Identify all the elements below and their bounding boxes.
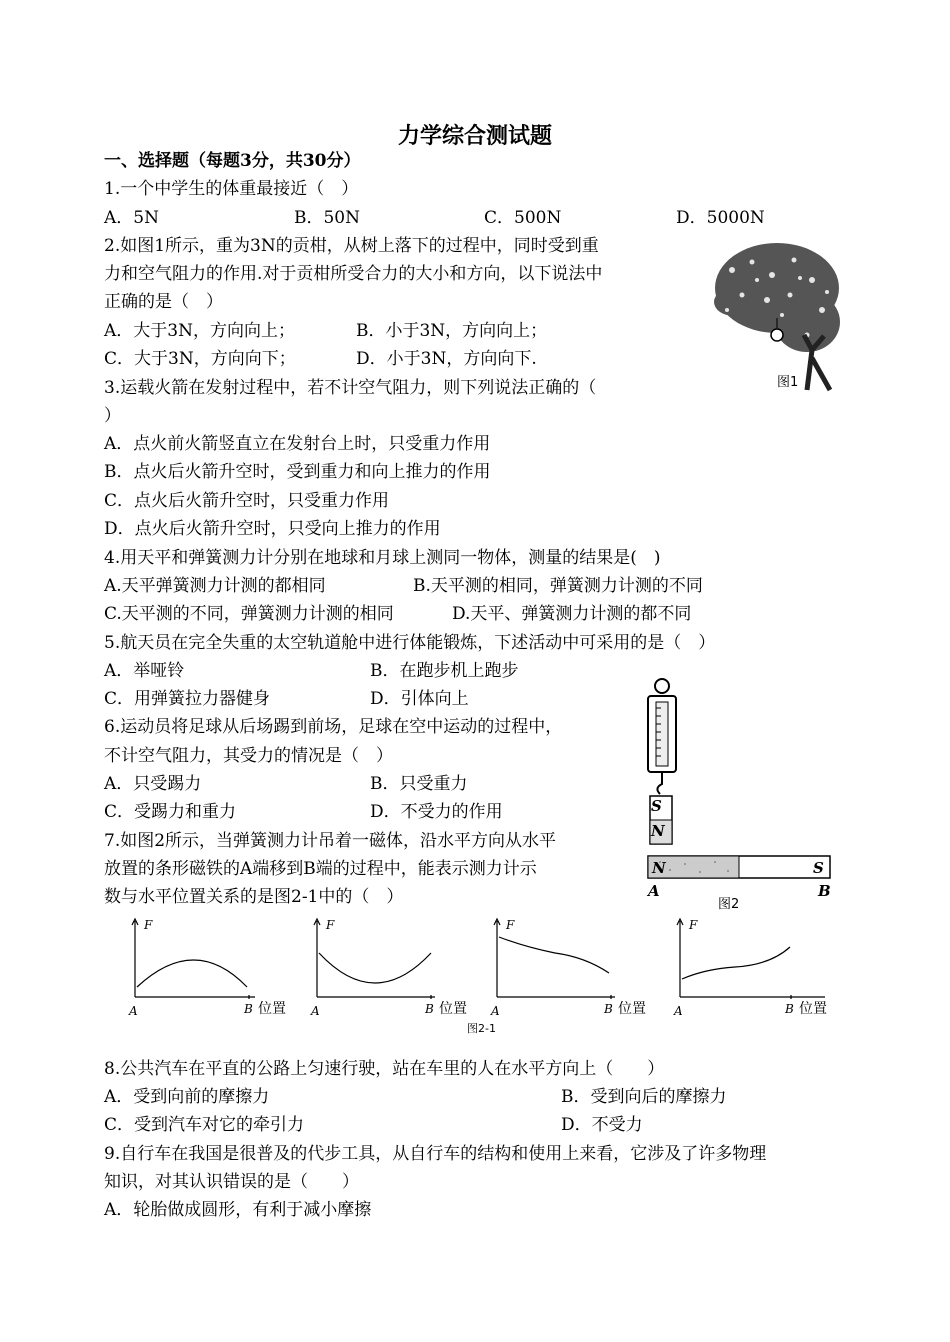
- graph-3-x-label: 位置: [618, 1001, 646, 1017]
- question-7-line-2: 放置的条形磁铁的A端移到B端的过程中，能表示测力计示: [104, 859, 537, 879]
- bar-magnet-end-b: B: [818, 882, 831, 900]
- bar-magnet-n-label: N: [652, 859, 666, 877]
- q3-option-b: B．点火后火箭升空时，受到重力和向上推力的作用: [104, 462, 491, 482]
- question-2-line-1: 2.如图1所示，重为3N的贡柑，从树上落下的过程中，同时受到重: [104, 236, 599, 256]
- q6-option-b: B．只受重力: [370, 774, 468, 794]
- q8-option-c: C．受到汽车对它的牵引力: [104, 1115, 305, 1135]
- hanging-magnet-n-label: N: [651, 822, 665, 840]
- q6-option-a: A．只受踢力: [104, 774, 202, 794]
- q4-option-b: B.天平测的相同，弹簧测力计测的不同: [413, 576, 703, 596]
- figure-2-spring-scale: [640, 676, 840, 902]
- q4-option-c: C.天平测的不同，弹簧测力计测的相同: [104, 604, 394, 624]
- graph-2-a-label: A: [311, 1004, 320, 1018]
- q6-option-d: D．不受力的作用: [370, 802, 503, 822]
- q4-option-d: D.天平、弹簧测力计测的都不同: [452, 604, 692, 624]
- question-1-stem: 1.一个中学生的体重最接近（ ）: [104, 179, 359, 199]
- q3-option-c: C．点火后火箭升空时，只受重力作用: [104, 491, 390, 511]
- question-4-stem: 4.用天平和弹簧测力计分别在地球和月球上测同一物体，测量的结果是( ): [104, 548, 661, 568]
- graph-4-b-label: B: [785, 1002, 794, 1016]
- question-5-stem: 5.航天员在完全失重的太空轨道舱中进行体能锻炼，下述活动中可采用的是（ ）: [104, 633, 716, 653]
- graph-3-a-label: A: [491, 1004, 500, 1018]
- graph-4-y-label: F: [689, 918, 698, 932]
- figure-2-caption: 图2: [718, 897, 740, 912]
- q8-option-a: A．受到向前的摩擦力: [104, 1087, 270, 1107]
- question-9-line-2: 知识，对其认识错误的是（ ）: [104, 1172, 359, 1192]
- q5-option-b: B．在跑步机上跑步: [370, 661, 519, 681]
- q5-option-a: A．举哑铃: [104, 661, 185, 681]
- graph-4-x-label: 位置: [799, 1001, 827, 1017]
- question-7-line-3: 数与水平位置关系的是图2-1中的（ ）: [104, 887, 404, 907]
- q1-option-a: A．5N: [104, 208, 159, 228]
- q5-option-d: D．引体向上: [370, 689, 469, 709]
- figure-2-1-caption: 图2-1: [467, 1022, 496, 1035]
- question-6-line-2: 不计空气阻力，其受力的情况是（ ）: [104, 746, 393, 766]
- fruit-icon: [771, 329, 783, 341]
- graph-4-a-label: A: [674, 1004, 683, 1018]
- hanging-magnet-s-label: S: [651, 797, 662, 815]
- section-heading: 一、选择题（每题3分，共30分）: [104, 151, 361, 171]
- figure-2-1-graphs: [125, 915, 845, 1015]
- question-3-line-1: 3.运载火箭在发射过程中，若不计空气阻力，则下列说法正确的（: [104, 378, 597, 398]
- graph-2-x-label: 位置: [439, 1001, 467, 1017]
- q3-option-d: D．点火后火箭升空时，只受向上推力的作用: [104, 519, 441, 539]
- q2-option-a: A．大于3N，方向向上；: [104, 321, 295, 341]
- q6-option-c: C．受踢力和重力: [104, 802, 237, 822]
- graph-2-b-label: B: [425, 1002, 434, 1016]
- q8-option-b: B．受到向后的摩擦力: [561, 1087, 727, 1107]
- graph-2-y-label: F: [326, 918, 335, 932]
- graph-1-b-label: B: [244, 1002, 253, 1016]
- q1-option-b: B．50N: [294, 208, 360, 228]
- q8-option-d: D．不受力: [561, 1115, 643, 1135]
- graph-3-b-label: B: [604, 1002, 613, 1016]
- page-title: 力学综合测试题: [397, 123, 552, 149]
- graph-1-a-label: A: [129, 1004, 138, 1018]
- graph-1-y-label: F: [144, 918, 153, 932]
- question-2-line-2: 力和空气阻力的作用.对于贡柑所受合力的大小和方向，以下说法中: [104, 264, 603, 284]
- q4-option-a: A.天平弹簧测力计测的都相同: [104, 576, 326, 596]
- q1-option-c: C．500N: [484, 208, 562, 228]
- question-8-stem: 8.公共汽车在平直的公路上匀速行驶，站在车里的人在水平方向上（ ）: [104, 1059, 665, 1079]
- bar-magnet-s-label: S: [813, 859, 824, 877]
- graph-4: [677, 919, 825, 999]
- question-9-line-1: 9.自行车在我国是很普及的代步工具，从自行车的结构和使用上来看，它涉及了许多物理: [104, 1144, 767, 1164]
- bar-magnet-end-a: A: [648, 882, 660, 900]
- graph-3-y-label: F: [506, 918, 515, 932]
- q1-option-d: D．5000N: [676, 208, 765, 228]
- figure-1-caption: 图1: [777, 375, 799, 390]
- question-7-line-1: 7.如图2所示，当弹簧测力计吊着一磁体，沿水平方向从水平: [104, 831, 557, 851]
- q2-option-d: D．小于3N，方向向下.: [356, 349, 537, 369]
- question-6-line-1: 6.运动员将足球从后场踢到前场，足球在空中运动的过程中，: [104, 717, 563, 737]
- question-2-line-3: 正确的是（ ）: [104, 292, 223, 312]
- q9-option-a: A．轮胎做成圆形，有利于减小摩擦: [104, 1200, 372, 1220]
- question-3-line-2: ）: [104, 406, 121, 426]
- q2-option-c: C．大于3N，方向向下；: [104, 349, 296, 369]
- graph-1-x-label: 位置: [258, 1001, 286, 1017]
- q3-option-a: A．点火前火箭竖直立在发射台上时，只受重力作用: [104, 434, 491, 454]
- q5-option-c: C．用弹簧拉力器健身: [104, 689, 271, 709]
- q2-option-b: B．小于3N，方向向上；: [356, 321, 548, 341]
